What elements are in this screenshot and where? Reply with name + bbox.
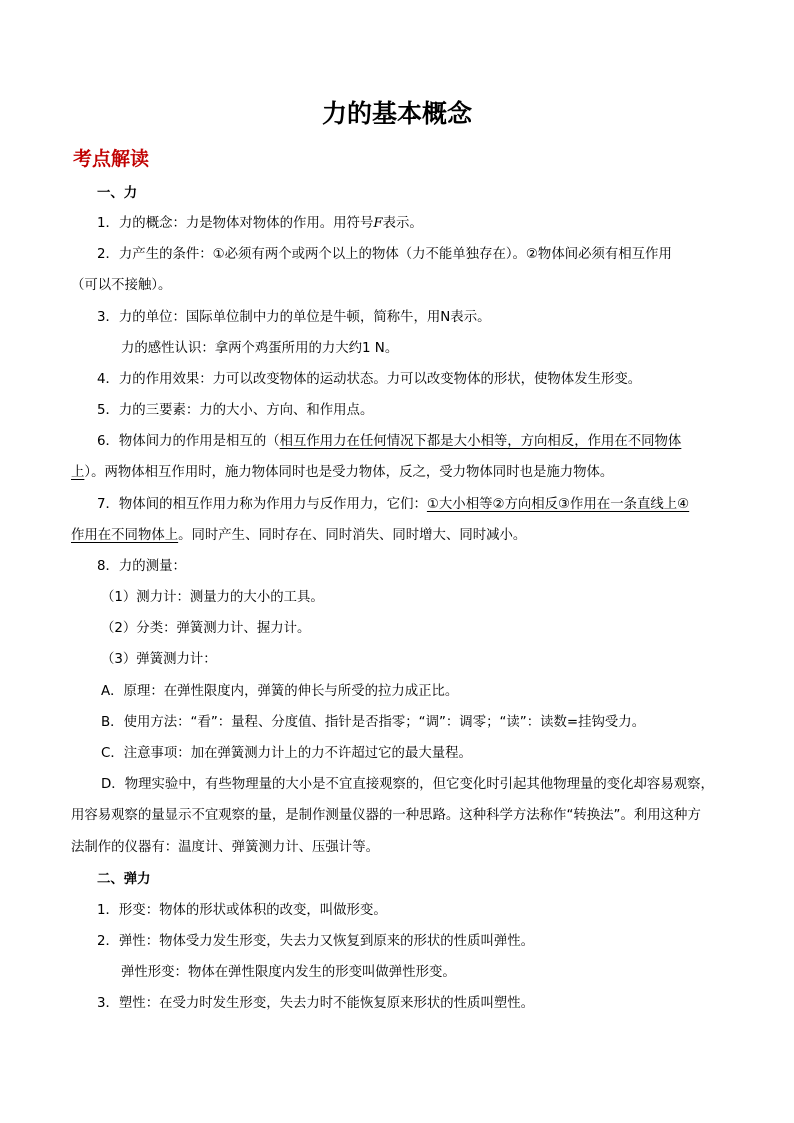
part1-item7-line1 xyxy=(97,495,689,515)
item6-text-pre: 6．物体间力的作用是相互的（ xyxy=(97,434,280,449)
section-heading: 考点解读 xyxy=(73,148,150,170)
part1-item2-line1: 2．力产生的条件：①必须有两个或两个以上的物体（力不能单独存在）。②物体间必须有相互作用 xyxy=(97,247,672,262)
item7-underlined-text-cont: 作用在不同物体上 xyxy=(71,528,179,543)
part1-item8-sub2: （2）分类：弹簧测力计、握力计。 xyxy=(101,621,311,636)
item7-underlined-text: ①大小相等②方向相反③作用在一条直线上④ xyxy=(426,497,690,512)
page-title: 力的基本概念 xyxy=(321,99,472,128)
part1-item8: 8．力的测量： xyxy=(97,559,186,574)
part1-item8-d-line1: D．物理实验中，有些物理量的大小是不宜直接观察的，但它变化时引起其他物理量的变化却容易观察， xyxy=(101,777,714,792)
part2-heading: 二、弹力 xyxy=(97,872,151,887)
part1-item6-line1 xyxy=(97,432,681,452)
part1-item3-line2: 力的感性认识：拿两个鸡蛋所用的力大约1 N。 xyxy=(121,341,399,356)
part1-item8-d-line2: 用容易观察的量显示不宜观察的量，是制作测量仪器的一种思路。这种科学方法称作“转换法”。利用这种方 xyxy=(71,808,701,823)
item6-underlined-text-cont: 上 xyxy=(71,465,85,480)
part2-item3: 3．塑性：在受力时发生形变，失去力时不能恢复原来形状的性质叫塑性。 xyxy=(97,996,535,1011)
part1-item1 xyxy=(97,214,423,234)
part1-item8-a: A．原理：在弹性限度内，弹簧的伸长与所受的拉力成正比。 xyxy=(101,684,459,699)
part2-item2-line2: 弹性形变：物体在弹性限度内发生的形变叫做弹性形变。 xyxy=(121,965,456,980)
part1-heading: 一、力 xyxy=(97,186,138,201)
item7-text-post: 。同时产生、同时存在、同时消失、同时增大、同时减小。 xyxy=(178,528,527,543)
force-symbol: F xyxy=(373,216,383,231)
part2-item1: 1．形变：物体的形状或体积的改变，叫做形变。 xyxy=(97,903,387,918)
part1-item8-sub1: （1）测力计：测量力的大小的工具。 xyxy=(101,590,324,605)
part1-item4: 4．力的作用效果：力可以改变物体的运动状态。力可以改变物体的形状，使物体发生形变。 xyxy=(97,372,642,387)
item1-text-pre: 1．力的概念：力是物体对物体的作用。用符号 xyxy=(97,216,374,231)
part1-item7-line2 xyxy=(71,526,526,546)
part2-item2-line1: 2．弹性：物体受力发生形变，失去力又恢复到原来的形状的性质叫弹性。 xyxy=(97,934,535,949)
part1-item8-c: C．注意事项：加在弹簧测力计上的力不许超过它的最大量程。 xyxy=(101,746,472,761)
part1-item8-b: B．使用方法：“看”：量程、分度值、指针是否指零；“调”：调零；“读”：读数=挂钩受力。 xyxy=(101,715,646,730)
part1-item8-sub3: （3）弹簧测力计： xyxy=(101,652,217,667)
item6-text-post: ）。两物体相互作用时，施力物体同时也是受力物体，反之，受力物体同时也是施力物体。 xyxy=(84,465,614,480)
item7-text-pre: 7．物体间的相互作用力称为作用力与反作用力，它们： xyxy=(97,497,427,512)
part1-item8-d-line3: 法制作的仪器有：温度计、弹簧测力计、压强计等。 xyxy=(71,840,379,855)
part1-item5: 5．力的三要素：力的大小、方向、和作用点。 xyxy=(97,403,374,418)
item1-text-post: 表示。 xyxy=(382,216,423,231)
part1-item2-line2: （可以不接触）。 xyxy=(71,278,172,293)
part1-item3-line1: 3．力的单位：国际单位制中力的单位是牛顿，简称牛，用N表示。 xyxy=(97,310,491,325)
item6-underlined-text: 相互作用力在任何情况下都是大小相等，方向相反，作用在不同物体 xyxy=(279,434,682,449)
part1-item6-line2 xyxy=(71,463,613,483)
